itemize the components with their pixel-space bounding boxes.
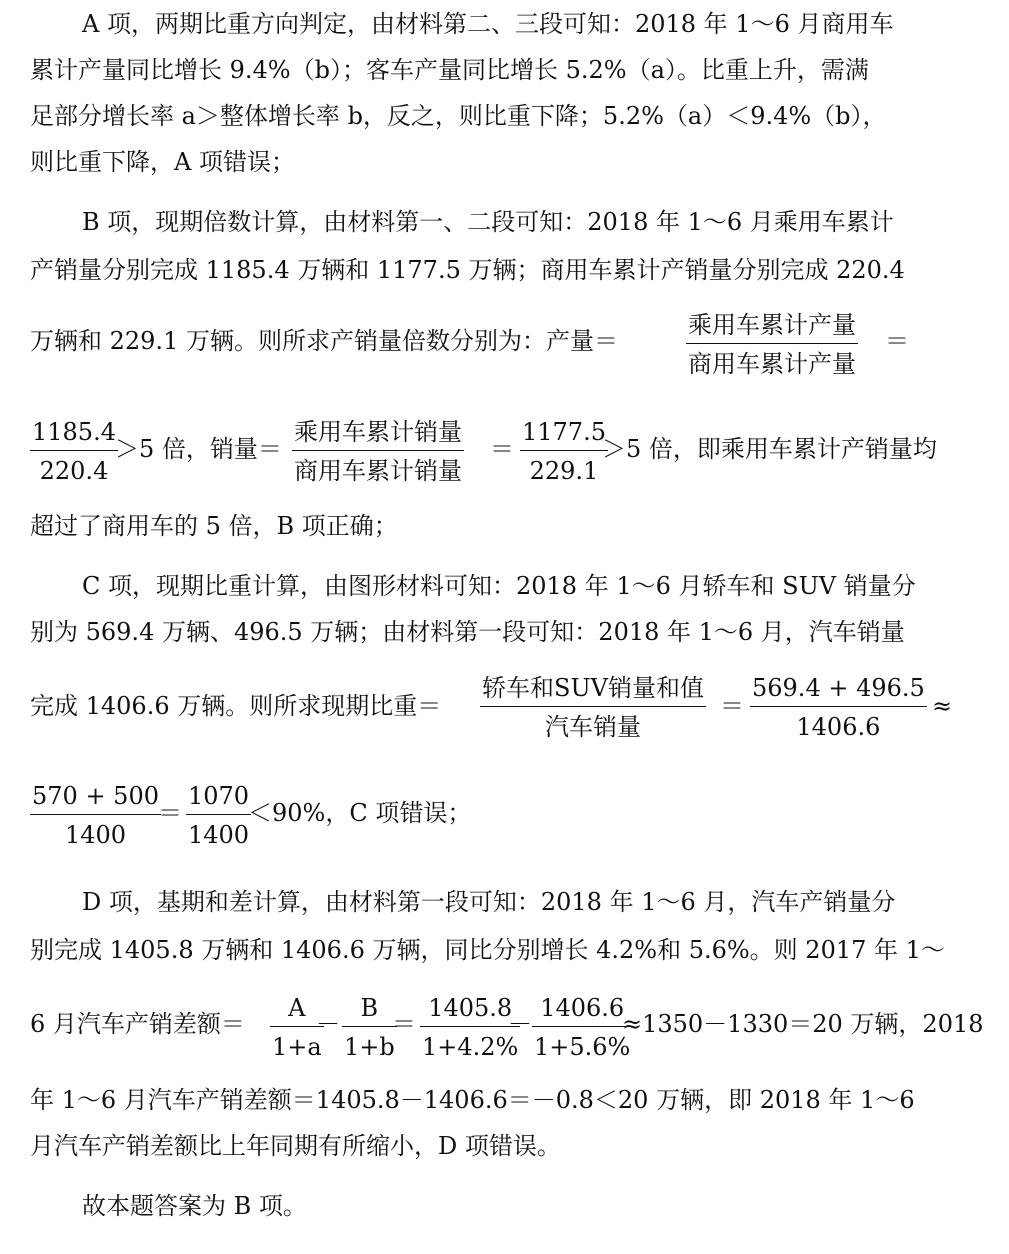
inequality-text: ＞5 倍，即乘用车累计产销量均: [602, 435, 937, 463]
fraction-numerator: 1177.5: [522, 418, 606, 446]
inequality-text: ＜90%，C 项错误；: [248, 799, 472, 827]
paragraph-b-line-5: 超过了商用车的 5 倍，B 项正确；: [30, 512, 398, 540]
paragraph-d-line-2: 别完成 1405.8 万辆和 1406.6 万辆，同比分别增长 4.2%和 5.6%。则 2017 年 1～: [30, 936, 945, 964]
difference-result-text: ≈1350－1330＝20 万辆，2018: [622, 1010, 984, 1038]
paragraph-a-line-2: 累计产量同比增长 9.4%（b）；客车产量同比增长 5.2%（a）。比重上升，需满: [30, 56, 869, 84]
conclusion: 故本题答案为 B 项。: [82, 1192, 307, 1220]
paragraph-d-line-3-text: 6 月汽车产销差额＝: [30, 1010, 245, 1038]
fraction-denominator: 1+a: [270, 1026, 324, 1059]
fraction-result: [186, 784, 251, 847]
paragraph-b-line-2: 产销量分别完成 1185.4 万辆和 1177.5 万辆；商用车累计产销量分别完成 220.4: [30, 256, 905, 284]
fraction-b-over-1-plus-b: [342, 996, 397, 1059]
equals-sign: ＝: [885, 327, 909, 355]
minus-sign: －: [316, 1010, 340, 1038]
fraction-numerator: 569.4 + 496.5: [752, 674, 925, 702]
approx-sign: ≈: [932, 692, 953, 720]
fraction-denominator: 1400: [186, 814, 251, 847]
paragraph-d-line-5: 月汽车产销差额比上年同期有所缩小，D 项错误。: [30, 1132, 561, 1160]
equals-sign: ＝: [720, 692, 744, 720]
inequality-text: ＞5 倍，销量＝: [115, 435, 282, 463]
equals-sign: ＝: [158, 799, 182, 827]
fraction-numerator: 1405.8: [428, 994, 513, 1022]
paragraph-b-line-3-text: 万辆和 229.1 万辆。则所求产销量倍数分别为：产量＝: [30, 327, 618, 355]
fraction-numerator: 570 + 500: [32, 782, 159, 810]
equals-sign: ＝: [490, 435, 514, 463]
fraction-numerator: 1070: [188, 782, 250, 810]
equals-sign: ＝: [392, 1010, 416, 1038]
fraction-numerator: B: [360, 994, 379, 1022]
fraction-denominator: 1+4.2%: [420, 1026, 520, 1059]
fraction-sales-sum-over-total: [750, 676, 927, 739]
paragraph-c-line-3-text: 完成 1406.6 万辆。则所求现期比重＝: [30, 692, 442, 720]
fraction-denominator: 220.4: [30, 450, 118, 483]
fraction-numerator: 乘用车累计产量: [688, 311, 856, 339]
fraction-denominator: 1+b: [342, 1026, 397, 1059]
paragraph-a-line-1: A 项，两期比重方向判定，由材料第二、三段可知：2018 年 1～6 月商用车: [82, 10, 894, 38]
fraction-denominator: 1+5.6%: [532, 1026, 632, 1059]
fraction-denominator: 1400: [30, 814, 161, 847]
paragraph-d-line-4: 年 1～6 月汽车产销差额＝1405.8－1406.6＝－0.8＜20 万辆，即 2018 年 1～6: [30, 1086, 915, 1114]
paragraph-b-line-1: B 项，现期倍数计算，由材料第一、二段可知：2018 年 1～6 月乘用车累计: [82, 208, 894, 236]
fraction-sales-values: [520, 420, 608, 483]
fraction-sedan-suv-over-total: [480, 676, 706, 739]
fraction-denominator: 商用车累计销量: [292, 450, 464, 483]
paragraph-c-line-2: 别为 569.4 万辆、496.5 万辆；由材料第一段可知：2018 年 1～6 月，汽车销量: [30, 618, 905, 646]
fraction-production-base: [420, 996, 520, 1059]
paragraph-d-line-1: D 项，基期和差计算，由材料第一段可知：2018 年 1～6 月，汽车产销量分: [82, 888, 896, 916]
paragraph-a-line-3: 足部分增长率 a＞整体增长率 b，反之，则比重下降；5.2%（a）＜9.4%（b），: [30, 102, 887, 130]
fraction-passenger-over-commercial-sales: [292, 420, 464, 483]
paragraph-c-line-1: C 项，现期比重计算，由图形材料可知：2018 年 1～6 月轿车和 SUV 销量分: [82, 572, 916, 600]
paragraph-a-line-4: 则比重下降，A 项错误；: [30, 148, 295, 176]
fraction-numerator: 轿车和SUV销量和值: [482, 674, 704, 702]
fraction-production-values: [30, 420, 118, 483]
fraction-denominator: 汽车销量: [480, 706, 706, 739]
fraction-numerator: 1185.4: [32, 418, 116, 446]
fraction-denominator: 229.1: [520, 450, 608, 483]
fraction-numerator: 1406.6: [540, 994, 625, 1022]
fraction-denominator: 商用车累计产量: [686, 343, 858, 376]
fraction-denominator: 1406.6: [750, 706, 927, 739]
fraction-sales-base: [532, 996, 632, 1059]
minus-sign: －: [508, 1010, 532, 1038]
fraction-numerator: 乘用车累计销量: [294, 418, 462, 446]
fraction-passenger-over-commercial-production: [686, 313, 858, 376]
fraction-rounded-sum: [30, 784, 161, 847]
fraction-numerator: A: [288, 994, 306, 1022]
